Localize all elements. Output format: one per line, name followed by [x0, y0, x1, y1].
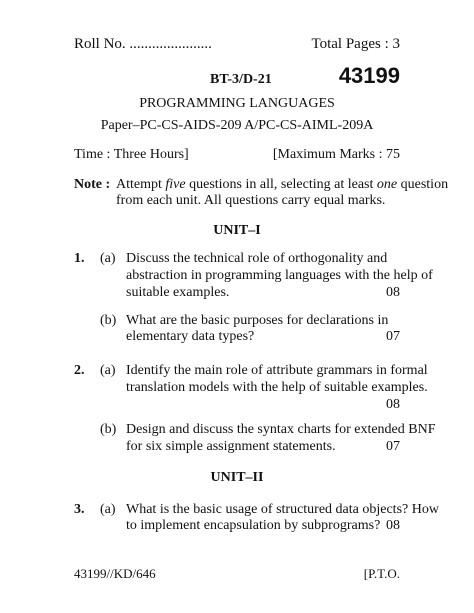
footer-code: 43199//KD/646: [74, 566, 156, 581]
note-text: Attempt: [116, 177, 166, 192]
question-marks: 08: [386, 285, 400, 300]
note-label: Note :: [74, 177, 111, 192]
exam-time: Time : Three Hours]: [74, 147, 189, 162]
question-text: translation models with the help of suitable examples.: [126, 380, 428, 395]
question-text: to implement encapsulation by subprograms?: [126, 518, 381, 533]
question-number: 1.: [74, 251, 85, 266]
question-text: Discuss the technical role of orthogonality and: [126, 251, 388, 266]
note-emphasis-one: one: [376, 177, 398, 192]
maximum-marks: [Maximum Marks : 75: [272, 147, 400, 162]
unit-heading: UNIT–I: [213, 223, 261, 238]
question-text: What are the basic purposes for declarations in: [126, 313, 389, 328]
question-text: suitable examples.: [126, 285, 230, 300]
note-text: questions in all, selecting at least: [185, 177, 377, 192]
question-number: 3.: [74, 502, 85, 517]
note-emphasis-five: five: [165, 177, 186, 192]
total-pages: Total Pages : 3: [311, 36, 400, 52]
page-turn-marker: [P.T.O.: [363, 566, 400, 581]
question-text: for six simple assignment statements.: [126, 439, 336, 454]
question-number: 2.: [74, 363, 85, 378]
roll-number-field: Roll No. ......................: [74, 36, 212, 52]
note-text: question: [397, 177, 449, 192]
part-label: (a): [100, 502, 116, 517]
part-label: (a): [100, 251, 116, 266]
subject-title: PROGRAMMING LANGUAGES: [139, 96, 335, 111]
exam-code: BT-3/D-21: [210, 72, 272, 87]
question-marks: 07: [386, 439, 400, 454]
paper-code-line: Paper–PC-CS-AIDS-209 A/PC-CS-AIML-209A: [100, 118, 374, 133]
question-text: Design and discuss the syntax charts for extended BNF: [126, 422, 436, 437]
question-text: Identify the main role of attribute grammars in formal: [126, 363, 428, 378]
question-marks: 08: [386, 397, 400, 412]
question-marks: 07: [386, 329, 400, 344]
question-text: What is the basic usage of structured data objects? How: [126, 502, 439, 517]
note-text-line-1: [116, 177, 448, 193]
part-label: (a): [100, 363, 116, 378]
paper-code: 43199: [338, 63, 400, 88]
question-marks: 08: [386, 518, 400, 533]
question-text: elementary data types?: [126, 329, 255, 344]
unit-heading: UNIT–II: [210, 470, 264, 485]
note-text-line-2: from each unit. All questions carry equal marks.: [116, 193, 386, 208]
part-label: (b): [100, 422, 117, 437]
question-text: abstraction in programming languages with the help of: [126, 268, 433, 283]
part-label: (b): [100, 313, 117, 328]
